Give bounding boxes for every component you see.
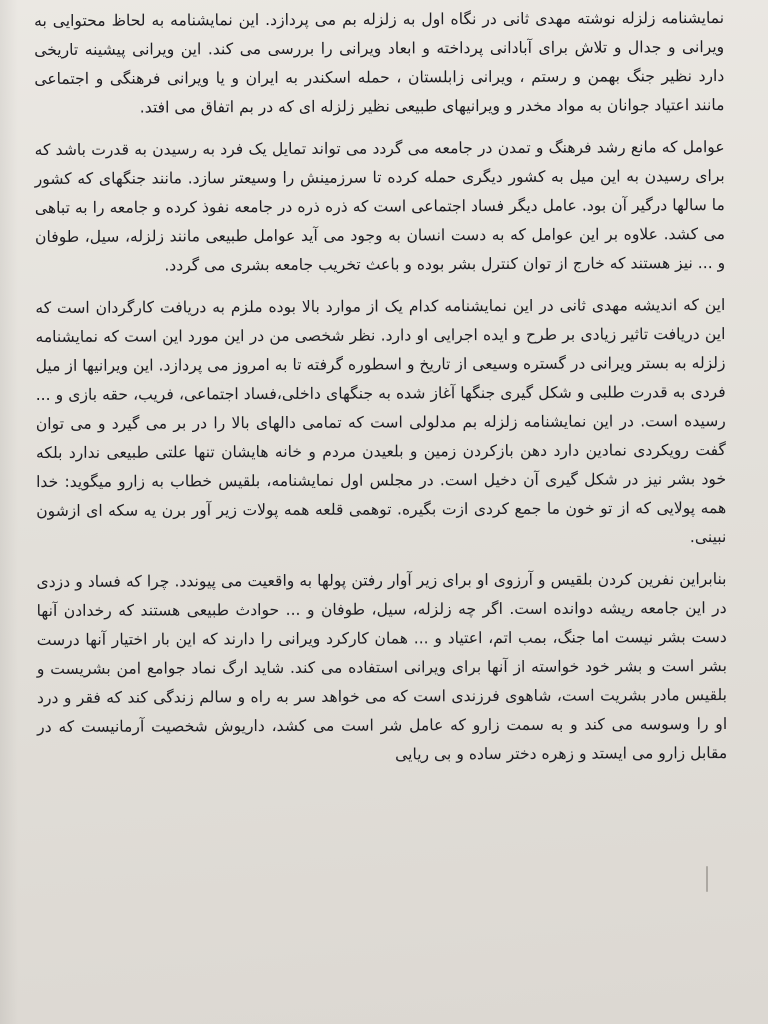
paragraph-1: نمایشنامه زلزله نوشته مهدی ثانی در نگاه اول به زلزله بم می پردازد. این نمایشنامه به لحاظ محتوایی به ویرانی و جدال و تلاش برای آبادانی پرداخته و ابعاد ویرانی را بررسی می کند. این ویرانی پیشینه تاریخی دارد نظیر جنگ بهمن و رستم ، ویرانی زابلستان ، حمله اسکندر به ایران و یا ویرانی فرهنگی و اجتماعی مانند اعتیاد جوانان به مواد مخدر و ویرانیهای طبیعی نظیر زلزله ای که در بم اتفاق می افتد. [34, 8, 725, 117]
page-edge-shadow [0, 0, 18, 1024]
paragraph-4: بنابراین نفرین کردن بلقیس و آرزوی او برای زیر آوار رفتن پولها به واقعیت می پیوندد. چرا که فساد و دزدی در این جامعه ریشه دوانده است. اگر چه زلزله، سیل، طوفان و ... حوادث طبیعی هستند که رخدادن آنها دست بشر نیست اما جنگ، بمب اتم، اعتیاد و ... همان کارکرد ویرانی را دارند که این بار اختیار آنها درست بشر است و بشر خود خواسته از آنها برای ویرانی استفاده می کند. شاید ارگ نماد جوامع امن بشریست و بلقیس مادر بشریت است، شاهوی فرزندی است که می خواهد سر به راه و سالم زندگی کند که فقر و درد او را وسوسه می کند و به سمت زارو که عامل شر است می کشد، داریوش شخصیت آرمانیست که در مقابل زارو می ایستد و زهره دختر ساده و بی ریایی [36, 569, 728, 764]
text-body [34, 4, 727, 784]
paragraph-2: عوامل که مانع رشد فرهنگ و تمدن در جامعه می گردد می تواند تمایل یک فرد به رسیدن به قدرت باشد که برای رسیدن به این میل به کشور دیگری حمله کرده تا سرزمینش را وسیعتر سازد. مانند جنگهای که کشور ما سالها درگیر آن بود. عامل دیگر فساد اجتماعی است که ذره ذره در جامعه نفوذ کرده و جامعه را به تباهی می کشد. علاوه بر این عوامل که به دست انسان به وجود می آید عوامل طبیعی مانند زلزله، سیل، طوفان و ... نیز هستند که خارج از توان کنترل بشر بوده و باعث تخریب جامعه بشری می گردد. [34, 137, 726, 275]
paragraph-3: این که اندیشه مهدی ثانی در این نمایشنامه کدام یک از موارد بالا بوده ملزم به دریافت کارگردان است که این دریافت تاثیر زیادی بر طرح و ایده اجرایی او دارد. نظر شخصی من در این مورد این است که نمایشنامه زلزله به بستر ویرانی در گستره وسیعی از تاریخ و اسطوره گرفته تا به امروز می پردازد. این ویرانیها از میل فردی به قدرت طلبی و شکل گیری جنگها آغاز شده به جنگهای داخلی،فساد اجتماعی، فریب، حقه بازی و ... رسیده است. در این نمایشنامه زلزله بم مدلولی است که تمامی دالهای بالا را در بر می گیرد و می توان گفت رویکردی نمادین دارد دهن بازکردن زمین و بلعیدن مردم و خانه هایشان تنها علتی طبیعی ندارد بلکه خود بشر نیز در شکل گیری آن دخیل است. در مجلس اول نمایشنامه، بلقیس خطاب به زارو میگوید: خدا همه پولایی که از تو خون ما جمع کردی ازت بگیره. توهمی قلعه همه پولات زیر آور برن یه سکه ای ازشون نبینی. [35, 295, 727, 547]
margin-pen-mark [706, 866, 708, 892]
